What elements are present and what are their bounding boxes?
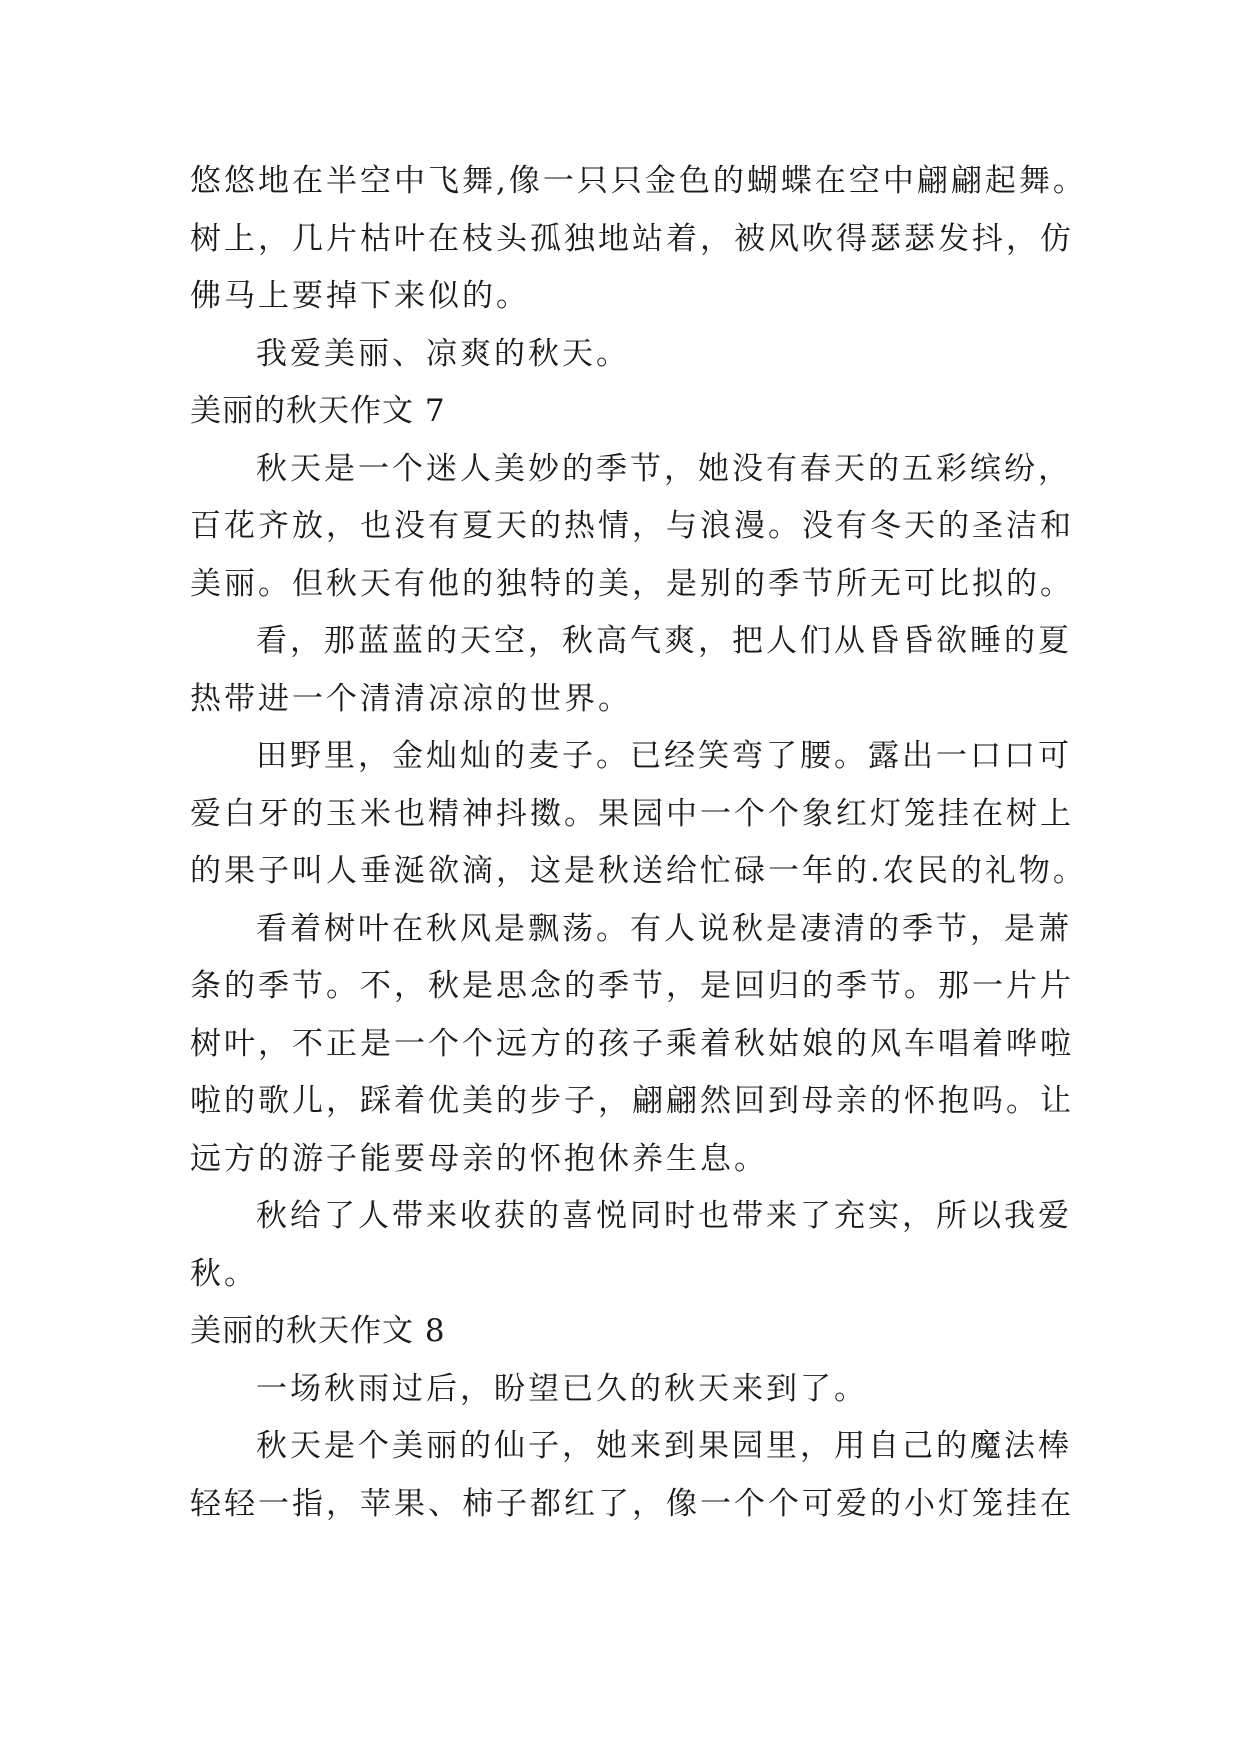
text-line: 田野里，金灿灿的麦子。已经笑弯了腰。露出一口口可 [256, 738, 1072, 774]
text-line: 远方的游子能要母亲的怀抱休养生息。 [190, 1140, 768, 1177]
text-line: 佛马上要掉下来似的。 [190, 278, 530, 314]
text-line: 啦的歌儿，踩着优美的步子，翩翩然回到母亲的怀抱吗。让 [190, 1083, 1074, 1119]
text-line: 我爱美丽、凉爽的秋天。 [256, 335, 630, 372]
text-line: 美丽。但秋天有他的独特的美，是别的季节所无可比拟的。 [190, 565, 1074, 602]
text-line: 秋天是个美丽的仙子，她来到果园里，用自己的魔法棒 [256, 1428, 1072, 1464]
text-line: 轻轻一指，苹果、柿子都红了，像一个个可爱的小灯笼挂在 [190, 1485, 1074, 1522]
text-line: 看，那蓝蓝的天空，秋高气爽，把人们从昏昏欲睡的夏 [256, 623, 1072, 659]
text-line: 树叶，不正是一个个远方的孩子乘着秋姑娘的风车唱着哗啦 [190, 1025, 1074, 1062]
section-heading: 美丽的秋天作文 8 [190, 1313, 446, 1349]
text-line: 百花齐放，也没有夏天的热情，与浪漫。没有冬天的圣洁和 [190, 508, 1074, 544]
text-line: 爱白牙的玉米也精神抖擞。果园中一个个象红灯笼挂在树上 [190, 795, 1074, 832]
text-line: 秋给了人带来收获的喜悦同时也带来了充实，所以我爱 [256, 1198, 1072, 1234]
text-line: 看着树叶在秋风是飘荡。有人说秋是凄清的季节，是萧 [256, 910, 1072, 947]
text-line: 秋天是一个迷人美妙的季节，她没有春天的五彩缤纷， [256, 450, 1072, 487]
text-line: 悠悠地在半空中飞舞,像一只只金色的蝴蝶在空中翩翩起舞。 [190, 163, 1087, 199]
text-line: 树上，几片枯叶在枝头孤独地站着，被风吹得瑟瑟发抖，仿 [190, 220, 1074, 257]
section-heading: 美丽的秋天作文 7 [190, 393, 446, 429]
document-body [190, 153, 1090, 1533]
text-line: 秋。 [190, 1255, 258, 1292]
text-line: 条的季节。不，秋是思念的季节，是回归的季节。那一片片 [190, 968, 1074, 1004]
text-line: 热带进一个清清凉凉的世界。 [190, 680, 632, 717]
text-line: 一场秋雨过后，盼望已久的秋天来到了。 [256, 1370, 868, 1407]
text-line: 的果子叫人垂涎欲滴，这是秋送给忙碌一年的.农民的礼物。 [190, 853, 1087, 889]
